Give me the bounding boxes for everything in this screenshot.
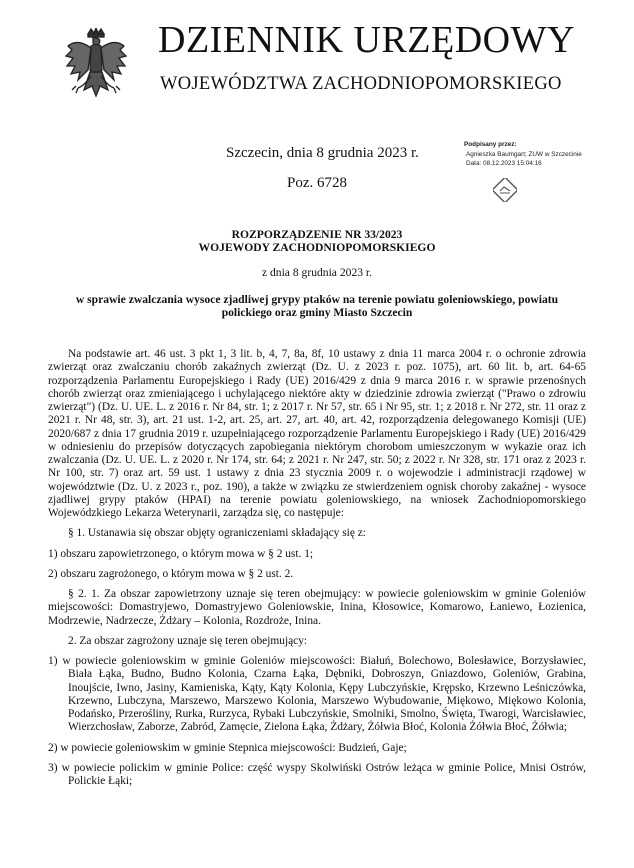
regulation-date: z dnia 8 grudnia 2023 r.	[261, 266, 373, 279]
signature-date: Data: 08.12.2023 15:04:16	[466, 160, 542, 167]
regulation-subject: w sprawie zwalczania wysoce zjadliwej grypy ptaków na terenie powiatu goleniowskiego, powiatu polickiego oraz gminy Miasto Szczecin	[75, 293, 559, 320]
regulation-title	[60, 228, 574, 254]
journal-subtitle: WOJEWÓDZTWA ZACHODNIOPOMORSKIEGO	[160, 74, 562, 94]
regulation-body	[48, 348, 586, 795]
signature-signer: Agnieszka Baumgart; ZUW w Szczecinie	[466, 150, 582, 158]
signature-verification-icon	[493, 178, 517, 202]
preamble: Na podstawie art. 46 ust. 3 pkt 1, 3 lit. b, 4, 7, 8a, 8f, 10 ustawy z dnia 11 marca 2004 r. o ochronie zdrowia zwierząt oraz zwalczaniu chorób zakaźnych zwierząt (Dz. U. z 2023 r. poz. 1075), art. 60 lit. b, art. 64-65 rozporządzenia Parlamentu Europejskiego i Rady (UE) 2016/429 z dnia 9 marca 2016 r. w sprawie przenośnych chorób zwierząt oraz zmieniającego i uchylającego niektóre akty w dziedzinie zdrowia zwierząt ("Prawo o zdrowiu zwierząt") (Dz. U. UE. L. z 2016 r. Nr 84, str. 1; z 2017 r. Nr 57, str. 65 i Nr 95, str. 1; z 2018 r. Nr 272, str. 11 oraz z 2021 r. Nr 48, str. 3), art. 21 ust. 1-2, art. 25, art. 27, art. 40, art. 42, rozporządzenia delegowanego Komisji (UE) 2020/687 z dnia 17 grudnia 2019 r. uzupełniającego rozporządzenie Parlamentu Europejskiego i Rady (UE) 2016/429 w odniesieniu do przepisów dotyczących zapobiegania niektórym chorobom umieszczonym w wykazie oraz ich zwalczania (Dz. U. UE. L. z 2020 r. Nr 174, str. 64; z 2021 r. Nr 247, str. 50; z 2022 r. Nr 328, str. 171 oraz z 2023 r. Nr 100, str. 7) oraz art. 59 ust. 1 ustawy z dnia 23 stycznia 2009 r. o wojewodzie i administracji rządowej w województwie (Dz. U. z 2023 r., poz. 190), a także w związku ze stwierdzeniem ognisk choroby zakaźnej - wysoce zjadliwej grypy ptaków (HPAI) na terenie powiatu goleniowskiego, na wniosek Zachodniopomorskiego Wojewódzkiego Lekarza Weterynarii, zarządza się, co następuje:	[48, 348, 586, 519]
regulation-issuer: WOJEWODY ZACHODNIOPOMORSKIEGO	[198, 241, 436, 255]
paragraph-2-section-2: 2. Za obszar zagrożony uznaje się teren obejmujący:	[68, 634, 308, 647]
journal-title: DZIENNIK URZĘDOWY	[158, 19, 575, 61]
publication-place-date: Szczecin, dnia 8 grudnia 2023 r.	[226, 145, 419, 161]
paragraph-2-item-3: 3) w powiecie polickim w gminie Police: część wyspy Skolwiński Ostrów leżąca w gminie Police, Mnisi Ostrów, Polickie Łąki;	[48, 761, 586, 787]
regulation-number: ROZPORZĄDZENIE NR 33/2023	[231, 228, 403, 241]
paragraph-1: § 1. Ustanawia się obszar objęty ograniczeniami składający się z:	[68, 527, 366, 540]
paragraph-2-item-2: 2) w powiecie goleniowskim w gminie Stepnica miejscowości: Budzień, Gaje;	[48, 741, 407, 754]
paragraph-1-item-1: 1) obszaru zapowietrzonego, o którym mowa w § 2 ust. 1;	[48, 547, 314, 560]
paragraph-2-section-1: § 2. 1. Za obszar zapowietrzony uznaje się teren obejmujący: w powiecie goleniowskim w gminie Goleniów miejscowości: Domastryjewo, Domastryjewo Goleniowskie, Inina, Kłosowice, Komarowo, Łaniewo, Łozienica, Modrzewie, Nadrzecze, Żdżary – Kolonia, Rozdroże, Inina.	[48, 588, 586, 627]
position-number: Poz. 6728	[287, 175, 347, 191]
electronic-signature-block	[464, 140, 624, 169]
signature-label: Podpisany przez:	[464, 141, 517, 148]
paragraph-1-item-2: 2) obszaru zagrożonego, o którym mowa w § 2 ust. 2.	[48, 567, 294, 580]
paragraph-2-item-1: 1) w powiecie goleniowskim w gminie Goleniów miejscowości: Białuń, Bolechowo, Bolesławice, Borzysławiec, Biała Łąka, Budno, Budno Kolonia, Czarna Łąka, Dębniki, Dobroszyn, Gniazdowo, Goleniów, Grabina, Inoujście, Iwno, Jasiny, Kamieniska, Kąty, Kąty Kolonia, Kępy Lubczyńskie, Krępsko, Krzewno Leśniczówka, Krzewno, Lubczyna, Marszewo, Marszewo Kolonia, Marszewo Wybudowanie, Miękowo, Miękowo Kolonia, Podańsko, Przeroślinу, Rurka, Rurzyca, Rybaki Lubczyńskie, Smolniki, Smolno, Święta, Twarogi, Warcisławiec, Wierzchosław, Zaborze, Zabród, Zamęcie, Zielona Łąka, Żdżary, Żółwia Błoć, Kolonia Żółwia Błoć, Żółwia;	[48, 655, 586, 734]
polish-eagle-emblem-icon	[64, 28, 128, 116]
